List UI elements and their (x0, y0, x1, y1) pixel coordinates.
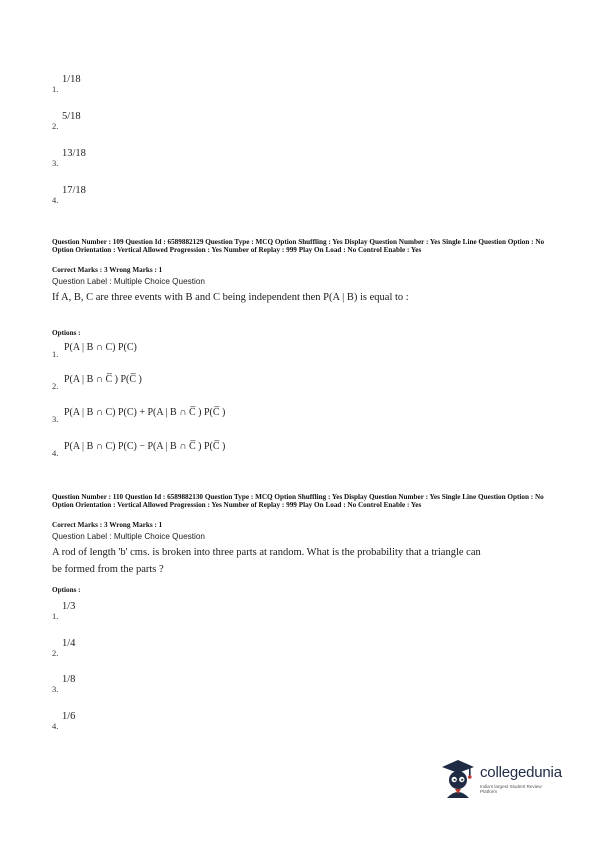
option-number: 3. (52, 414, 59, 424)
option-number: 1. (52, 611, 59, 621)
option-text: 17/18 (62, 185, 86, 196)
question-110-label: Question Label : Multiple Choice Question (52, 532, 205, 541)
option-number: 2. (52, 121, 59, 131)
option-text: P(A | B ∩ C) P(C) (64, 342, 137, 353)
option-text: 1/3 (62, 601, 76, 612)
option-number: 1. (52, 349, 59, 359)
option-text: 1/8 (62, 674, 76, 685)
graduate-mascot-icon (438, 758, 478, 802)
option-text: 1/18 (62, 74, 81, 85)
option-text: 1/6 (62, 711, 76, 722)
question-109-text: If A, B, C are three events with B and C being independent then P(A | B) is equal to : (52, 292, 409, 303)
question-109-options-label: Options : (52, 329, 81, 337)
question-109-marks: Correct Marks : 3 Wrong Marks : 1 (52, 266, 163, 274)
question-110-text: A rod of length 'b' cms. is broken into three parts at random. What is the probability that a triangle can be formed from the parts ? (52, 547, 481, 575)
option-text: 5/18 (62, 111, 81, 122)
option-text: P(A | B ∩ C) P(C) + P(A | B ∩ C̅ ) P(C̅ ) (64, 407, 226, 418)
option-number: 4. (52, 195, 59, 205)
option-text: 1/4 (62, 638, 76, 649)
option-number: 4. (52, 448, 59, 458)
option-text: P(A | B ∩ C̅ ) P(C̅ ) (64, 374, 142, 385)
option-number: 1. (52, 84, 59, 94)
option-number: 3. (52, 158, 59, 168)
option-number: 3. (52, 684, 59, 694)
option-number: 4. (52, 721, 59, 731)
option-text: P(A | B ∩ C) P(C) − P(A | B ∩ C̅ ) P(C̅ ) (64, 441, 226, 452)
option-number: 2. (52, 648, 59, 658)
question-109-label: Question Label : Multiple Choice Question (52, 277, 205, 286)
logo-wordmark: collegedunia (480, 764, 562, 781)
option-text: 13/18 (62, 148, 86, 159)
option-number: 2. (52, 381, 59, 391)
question-109-meta: Question Number : 109 Question Id : 6589882129 Question Type : MCQ Option Shuffling : Yes Display Question Number : Yes Single Line Question Option : No Option Orientation : Vertical Allowed Progression : Yes Number of Replay : 999 Play On Load : No Control Enable : Yes (52, 238, 545, 255)
question-110-marks: Correct Marks : 3 Wrong Marks : 1 (52, 521, 163, 529)
question-110-options-label: Options : (52, 586, 81, 594)
question-110-meta: Question Number : 110 Question Id : 6589882130 Question Type : MCQ Option Shuffling : Yes Display Question Number : Yes Single Line Question Option : No Option Orientation : Vertical Allowed Progression : Yes Number of Replay : 999 Play On Load : No Control Enable : Yes (52, 493, 544, 510)
collegedunia-logo (438, 758, 562, 802)
logo-tagline: India's largest Student Review Platform (480, 784, 542, 794)
